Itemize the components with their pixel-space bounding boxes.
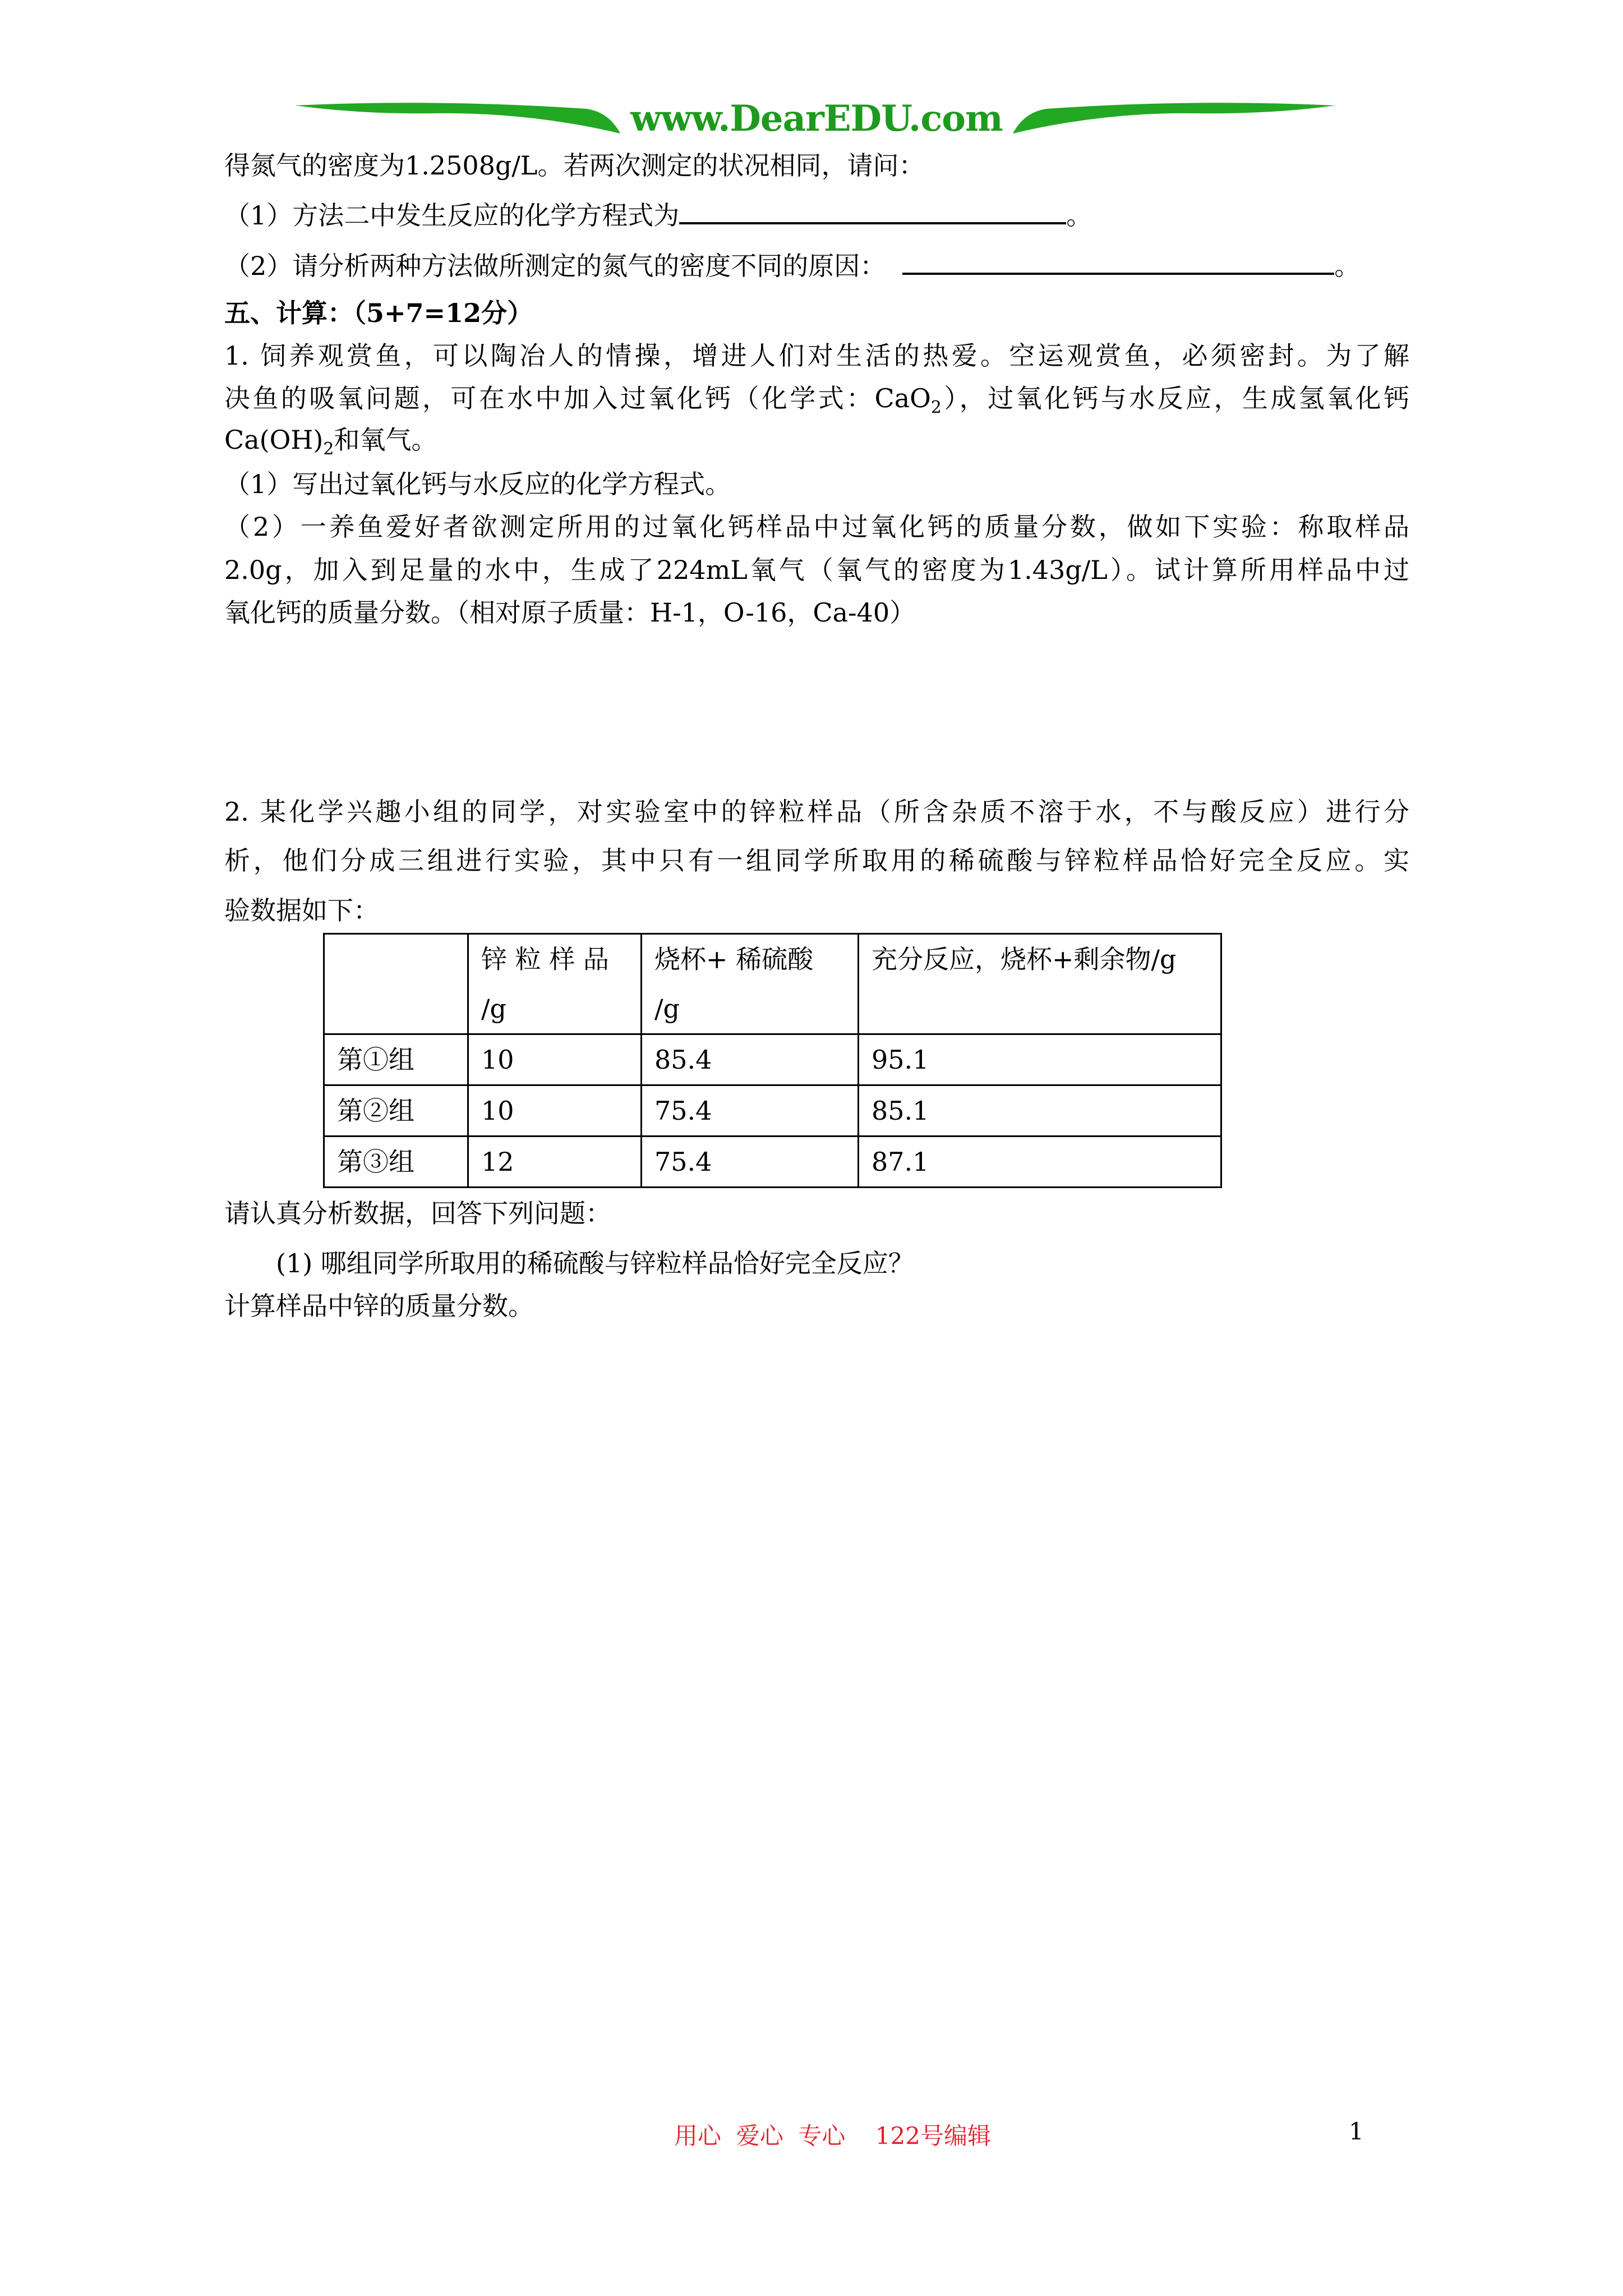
- question-1: [224, 199, 1409, 232]
- table-cell: 第③组: [324, 1137, 468, 1188]
- table-cell: 85.4: [642, 1034, 859, 1085]
- table-row: [324, 1085, 1221, 1137]
- header-cell: 锌 粒 样 品 /g: [468, 934, 642, 1034]
- text-line: 2. 某化学兴趣小组的同学，对实验室中的锌粒样品（所含杂质不溶于水，不与酸反应）进行分: [224, 797, 1409, 827]
- question-text: （1）方法二中发生反应的化学方程式为: [224, 200, 680, 231]
- text: 和氧气。: [334, 425, 437, 455]
- table-cell: 第②组: [324, 1085, 468, 1137]
- table-cell: 75.4: [642, 1137, 859, 1188]
- footer-text: 用心 爱心 专心 122号编辑: [674, 2122, 991, 2150]
- subscript: 2: [323, 439, 334, 459]
- section-heading: 五、计算：（5+7=12分）: [224, 298, 533, 328]
- table-header-row: [324, 934, 1221, 1034]
- header-cell: 烧杯+ 稀硫酸 /g: [642, 934, 859, 1034]
- text-line: [224, 381, 1409, 425]
- table-cell: 75.4: [642, 1085, 859, 1137]
- table-cell: 85.1: [859, 1085, 1221, 1137]
- text-line: 氧化钙的质量分数。（相对原子质量：H-1，O-16，Ca-40）: [224, 597, 916, 628]
- table-row: [324, 1034, 1221, 1085]
- text-line: 2.0g，加入到足量的水中，生成了224mL氧气（氧气的密度为1.43g/L）。试计算所用样品中过: [224, 555, 1409, 585]
- text: Ca(OH): [224, 425, 324, 455]
- text-line: 验数据如下：: [224, 895, 379, 926]
- table-cell: 10: [468, 1085, 642, 1137]
- text: ），过氧化钙与水反应，生成氢氧化钙: [941, 383, 1409, 413]
- page-number: 1: [1349, 2118, 1364, 2145]
- header-cell: 充分反应，烧杯+剩余物/g: [859, 934, 1221, 1034]
- text-line: 1. 饲养观赏鱼，可以陶冶人的情操，增进人们对生活的热爱。空运观赏鱼，必须密封。为了解: [224, 341, 1409, 371]
- text-line: [224, 423, 1409, 466]
- answer-blank: [902, 250, 1334, 275]
- table-cell: 第①组: [324, 1034, 468, 1085]
- text-line: 请认真分析数据，回答下列问题：: [224, 1198, 611, 1228]
- text-line: （1）写出过氧化钙与水反应的化学方程式。: [224, 469, 731, 499]
- subscript: 2: [930, 398, 942, 418]
- experiment-data-table: [323, 933, 1222, 1188]
- question-text: （2）请分析两种方法做所测定的氮气的密度不同的原因：: [224, 251, 886, 281]
- period: 。: [1334, 251, 1361, 281]
- answer-blank: [679, 200, 1066, 224]
- table-cell: 87.1: [859, 1137, 1221, 1188]
- dearedu-banner-logo: [295, 98, 1335, 143]
- text-line: 得氮气的密度为1.2508g/L。若两次测定的状况相同，请问：: [224, 150, 925, 181]
- table-row: [324, 1137, 1221, 1188]
- table-cell: 95.1: [859, 1034, 1221, 1085]
- table-cell: 12: [468, 1137, 642, 1188]
- text-line: （2）一养鱼爱好者欲测定所用的过氧化钙样品中过氧化钙的质量分数，做如下实验：称取样品: [224, 512, 1409, 542]
- text-line: 析，他们分成三组进行实验，其中只有一组同学所取用的稀硫酸与锌粒样品恰好完全反应。实: [224, 845, 1409, 876]
- text-line: 计算样品中锌的质量分数。: [224, 1291, 534, 1321]
- period: 。: [1066, 200, 1092, 231]
- text-line: (1) 哪组同学所取用的稀硫酸与锌粒样品恰好完全反应？: [276, 1248, 914, 1278]
- header-cell: [324, 934, 468, 1034]
- text: 决鱼的吸氧问题，可在水中加入过氧化钙（化学式：CaO: [224, 383, 931, 413]
- question-2: [224, 249, 1409, 283]
- banner-logo-text: www.DearEDU.com: [630, 98, 1003, 140]
- table-cell: 10: [468, 1034, 642, 1085]
